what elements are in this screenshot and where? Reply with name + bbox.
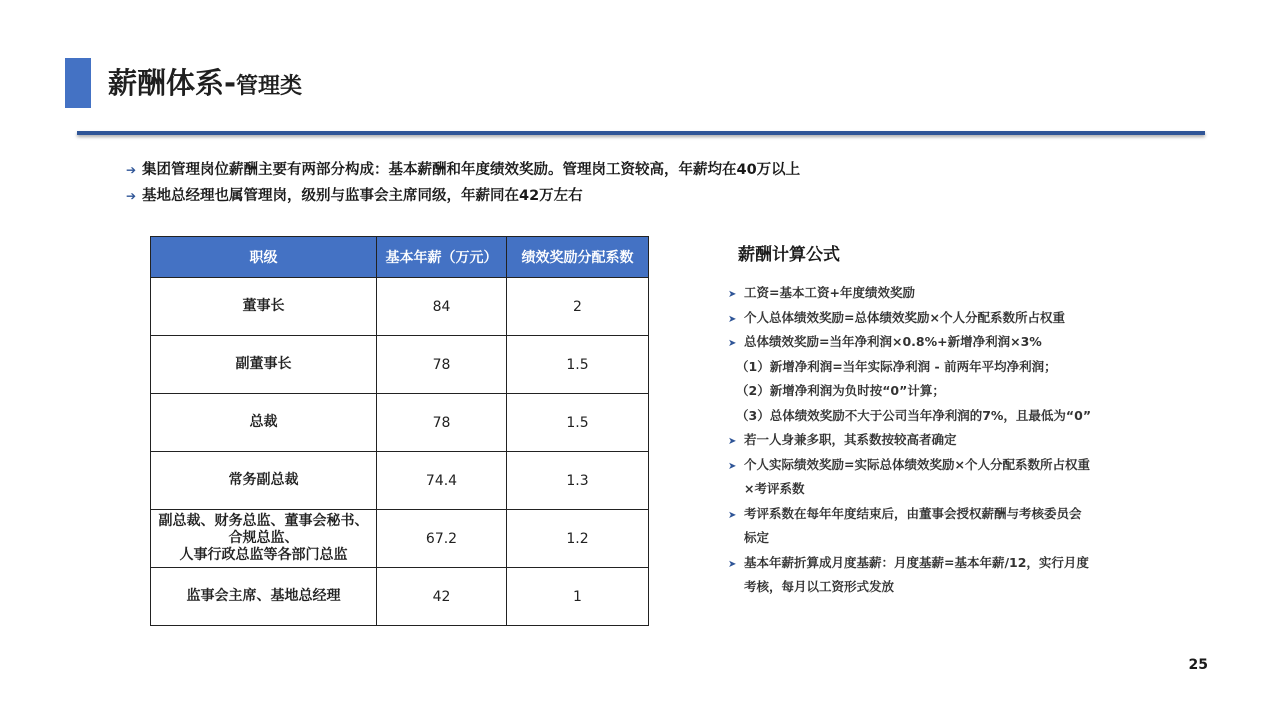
cell-salary: 84 [377,278,507,336]
arrow-right-icon: ➔ [126,163,137,177]
cell-coefficient: 1 [507,568,649,626]
formula-line [728,429,1091,454]
cell-level [151,394,377,452]
formula-line-text: 个人总体绩效奖励=总体绩效奖励×个人分配系数所占权重 [744,309,1065,325]
summary-bullet [126,160,800,186]
page-title [108,58,302,108]
arrowhead-bullet-icon: ➤ [728,436,737,447]
cell-salary: 78 [377,394,507,452]
formula-line-text: ×考评系数 [744,481,805,496]
title-accent-bar [65,58,91,108]
page-number: 25 [1188,657,1208,673]
header-level: 职级 [151,237,377,278]
table-header-row [151,237,649,278]
cell-level-line: 董事长 [242,298,285,314]
cell-coefficient: 1.5 [507,394,649,452]
formula-line [728,454,1091,479]
formula-line-text: 标定 [744,530,770,545]
table-row [151,568,649,626]
formula-line-text: 个人实际绩效奖励=实际总体绩效奖励×个人分配系数所占权重 [744,456,1090,472]
formula-line [728,552,1091,577]
header-coefficient: 绩效奖励分配系数 [507,237,649,278]
formula-line-text: 考评系数在每年年度结束后，由董事会授权薪酬与考核委员会 [744,505,1082,521]
cell-level [151,278,377,336]
page-title-sub: 管理类 [236,74,303,99]
cell-salary: 42 [377,568,507,626]
cell-level [151,568,377,626]
formula-line-text: 考核，每月以工资形式发放 [744,579,895,594]
table-row [151,278,649,336]
formula-line-text: 基本年薪折算成月度基薪：月度基薪=基本年薪/12，实行月度 [744,554,1089,570]
cell-coefficient: 1.5 [507,336,649,394]
salary-table [150,236,649,626]
table-row [151,452,649,510]
cell-level-line: 人事行政总监等各部门总监 [179,547,348,563]
arrowhead-bullet-icon: ➤ [728,289,737,300]
cell-coefficient: 1.3 [507,452,649,510]
formula-line [728,282,1091,307]
cell-level-line: 总裁 [249,414,278,430]
cell-level-line: 合规总监、 [228,530,299,546]
formula-line [728,380,1091,405]
cell-level-line: 监事会主席、基地总经理 [186,588,341,604]
formula-line-text: （3）总体绩效奖励不大于公司当年净利润的7%，且最低为“0” [736,407,1092,423]
arrowhead-bullet-icon: ➤ [728,558,737,570]
formula-line [728,356,1091,381]
cell-level-line: 副董事长 [235,356,292,372]
cell-salary: 78 [377,336,507,394]
formula-line [728,503,1091,528]
cell-level-line: 常务副总裁 [228,472,299,488]
formula-line-text: 总体绩效奖励=当年净利润×0.8%+新增净利润×3% [744,334,1042,349]
summary-bullet [126,186,800,212]
header-salary: 基本年薪（万元） [377,237,507,278]
cell-salary: 74.4 [377,452,507,510]
summary-bullet-text: 基地总经理也属管理岗，级别与监事会主席同级，年薪同在42万左右 [142,188,583,204]
arrow-right-icon: ➔ [126,189,137,203]
arrowhead-bullet-icon: ➤ [728,313,737,325]
cell-coefficient: 1.2 [507,510,649,568]
cell-level [151,452,377,510]
table-row [151,394,649,452]
formula-line-text: 若一人身兼多职，其系数按较高者确定 [744,432,957,447]
arrowhead-bullet-icon: ➤ [728,460,737,472]
formula-line [728,405,1091,430]
table-row [151,336,649,394]
cell-coefficient: 2 [507,278,649,336]
page-title-main: 薪酬体系- [108,66,237,100]
formula-list [728,282,1091,601]
formula-line [728,331,1091,356]
arrowhead-bullet-icon: ➤ [728,509,737,521]
summary-bullet-text: 集团管理岗位薪酬主要有两部分构成：基本薪酬和年度绩效奖励。管理岗工资较高，年薪均在40万以上 [142,162,801,178]
formula-line [728,478,1091,503]
formula-line-text: （1）新增净利润=当年实际净利润 - 前两年平均净利润； [736,358,1057,374]
title-divider [77,131,1205,135]
formula-line [728,576,1091,601]
cell-level-line: 副总裁、财务总监、董事会秘书、 [158,513,369,529]
summary-bullets [126,160,800,212]
formula-line-text: 工资=基本工资+年度绩效奖励 [744,285,915,300]
cell-level [151,510,377,568]
formula-title: 薪酬计算公式 [738,245,840,265]
cell-salary: 67.2 [377,510,507,568]
formula-line [728,527,1091,552]
formula-line-text: （2）新增净利润为负时按“0”计算； [736,383,945,398]
formula-line [728,307,1091,332]
arrowhead-bullet-icon: ➤ [728,338,737,349]
table-row [151,510,649,568]
cell-level [151,336,377,394]
